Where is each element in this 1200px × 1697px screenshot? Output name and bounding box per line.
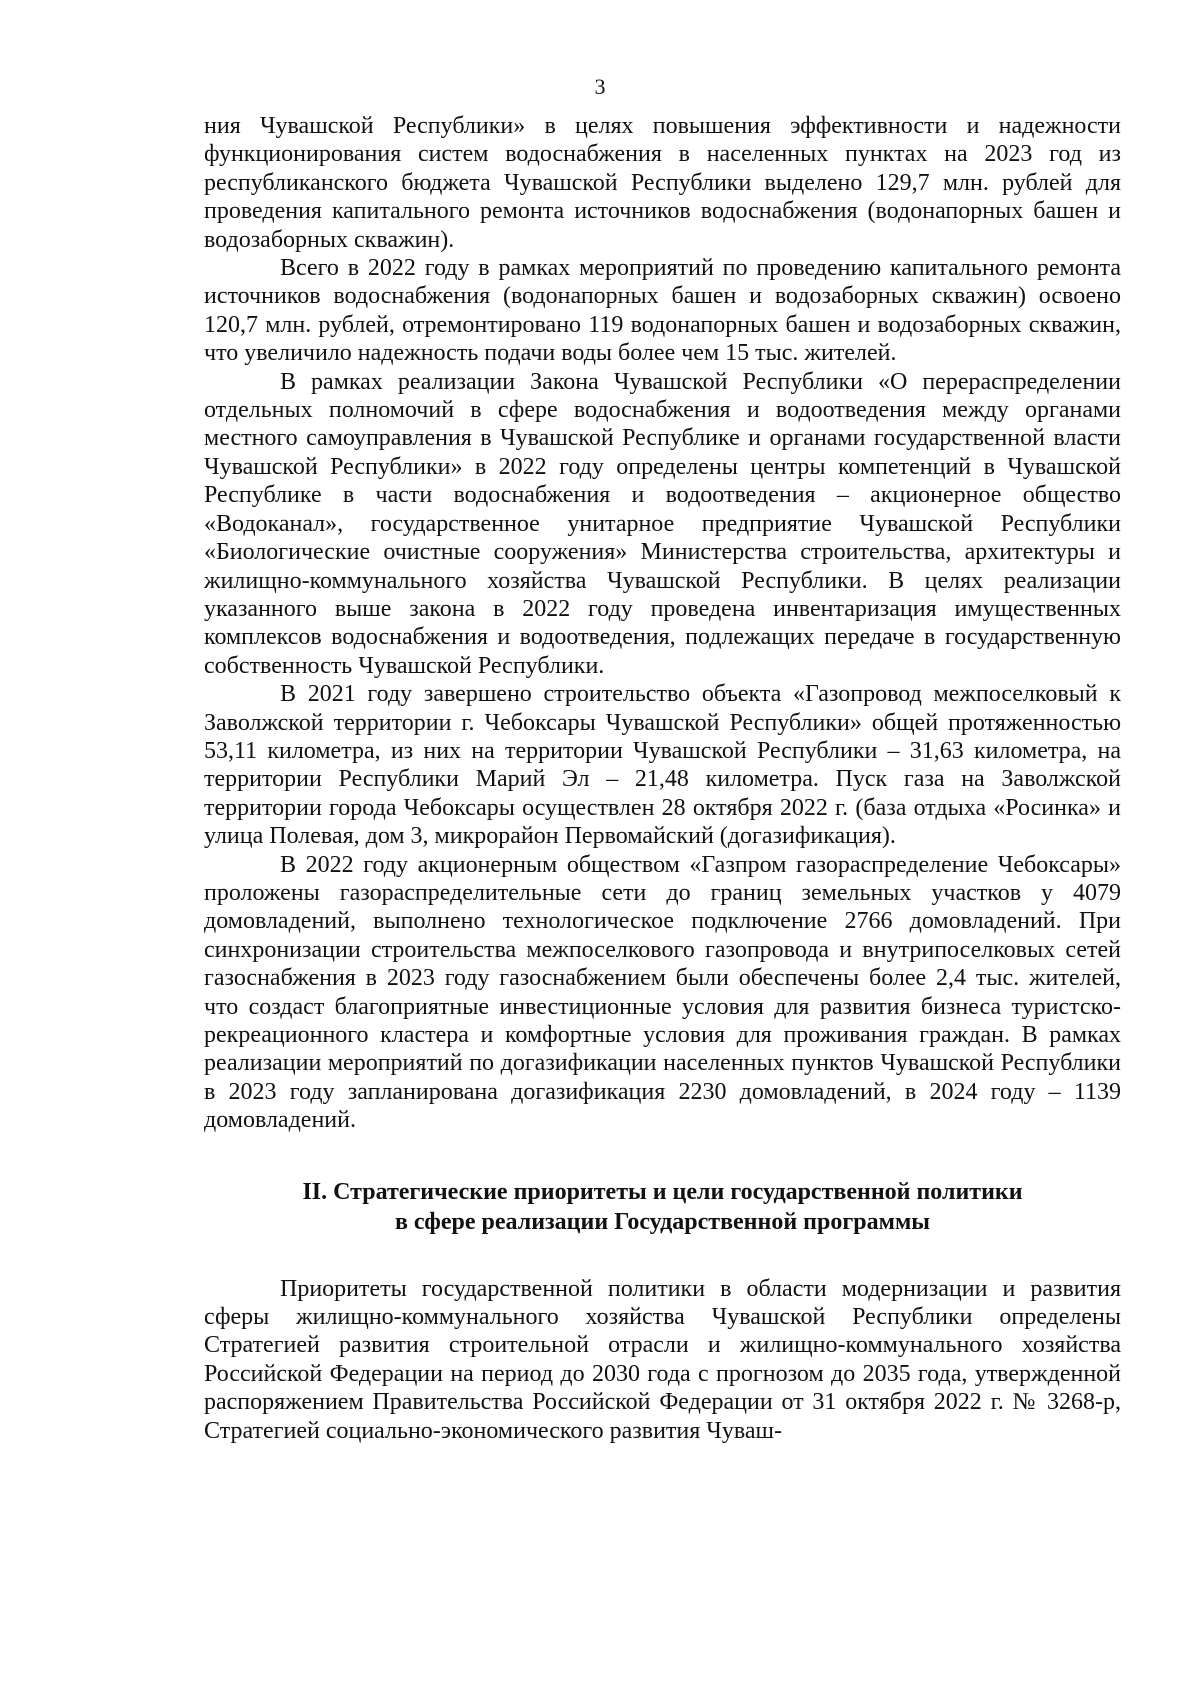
paragraph-continuation: ния Чувашской Республики» в целях повышения эффективности и надежности функционирования систем водоснабжения в населенных пунктах на 2023 год из республиканского бюджета Чувашской Республики выделено 129,7 млн. рублей для проведения капитального ремонта источников водоснабжения (водонапорных башен и водозаборных скважин).	[204, 113, 1121, 253]
section-heading-line-1: II. Стратегические приоритеты и цели государственной политики	[302, 1178, 1023, 1205]
paragraph-repair-results: Всего в 2022 году в рамках мероприятий по проведению капитального ремонта источников водоснабжения (водонапорных башен и водозаборных скважин) освоено 120,7 млн. рублей, отремонтировано 119 водонапорных башен и водозаборных скважин, что увеличило надежность подачи воды более чем 15 тыс. жителей.	[204, 255, 1121, 367]
page-number: 3	[594, 74, 606, 99]
paragraph-gas-pipeline: В 2021 году завершено строительство объекта «Газопровод межпоселковый к Заволжской территории г. Чебоксары Чувашской Республики» общей протяженностью 53,11 километра, из них на территории Чувашской Республики – 31,63 километра, на территории Республики Марий Эл – 21,48 километра. Пуск газа на Заволжской территории города Чебоксары осуществлен 28 октября 2022 г. (база отдыха «Росинка» и улица Полевая, дом 3, микрорайон Первомайский (догазификация).	[204, 681, 1121, 850]
section-heading-line-2: в сфере реализации Государственной программы	[394, 1208, 931, 1235]
document-body	[204, 112, 1121, 1445]
paragraph-water-law: В рамках реализации Закона Чувашской Республики «О перераспределении отдельных полномочий в сфере водоснабжения и водоотведения между органами местного самоуправления в Чувашской Республике и органами государственной власти Чувашской Республики» в 2022 году определены центры компетенций в Чувашской Республике в части водоснабжения и водоотведения – акционерное общество «Водоканал», государственное унитарное предприятие Чувашской Республики «Биологические очистные сооружения» Министерства строительства, архитектуры и жилищно-коммунального хозяйства Чувашской Республики. В целях реализации указанного выше закона в 2022 году проведена инвентаризация имущественных комплексов водоснабжения и водоотведения, подлежащих передаче в государственную собственность Чувашской Республики.	[204, 368, 1121, 679]
paragraph-gas-distribution: В 2022 году акционерным обществом «Газпром газораспределение Чебоксары» проложены газораспределительные сети до границ земельных участков у 4079 домовладений, выполнено технологическое подключение 2766 домовладений. При синхронизации строительства межпоселкового газопровода и внутрипоселковых сетей газоснабжения в 2023 году газоснабжением были обеспечены более 2,4 тыс. жителей, что создаст благоприятные инвестиционные условия для развития бизнеса туристско-рекреационного кластера и комфортные условия для проживания граждан. В рамках реализации мероприятий по догазификации населенных пунктов Чувашской Республики в 2023 году запланирована догазификация 2230 домовладений, в 2024 году – 1139 домовладений.	[204, 851, 1121, 1134]
paragraph-priorities: Приоритеты государственной политики в области модернизации и развития сферы жилищно-коммунального хозяйства Чувашской Республики определены Стратегией развития строительной отрасли и жилищно-коммунального хозяйства Российской Федерации на период до 2030 года с прогнозом до 2035 года, утвержденной распоряжением Правительства Российской Федерации от 31 октября 2022 г. № 3268-р, Стратегией социально-экономического развития Чуваш-	[204, 1275, 1121, 1444]
section-heading	[204, 1177, 1121, 1237]
